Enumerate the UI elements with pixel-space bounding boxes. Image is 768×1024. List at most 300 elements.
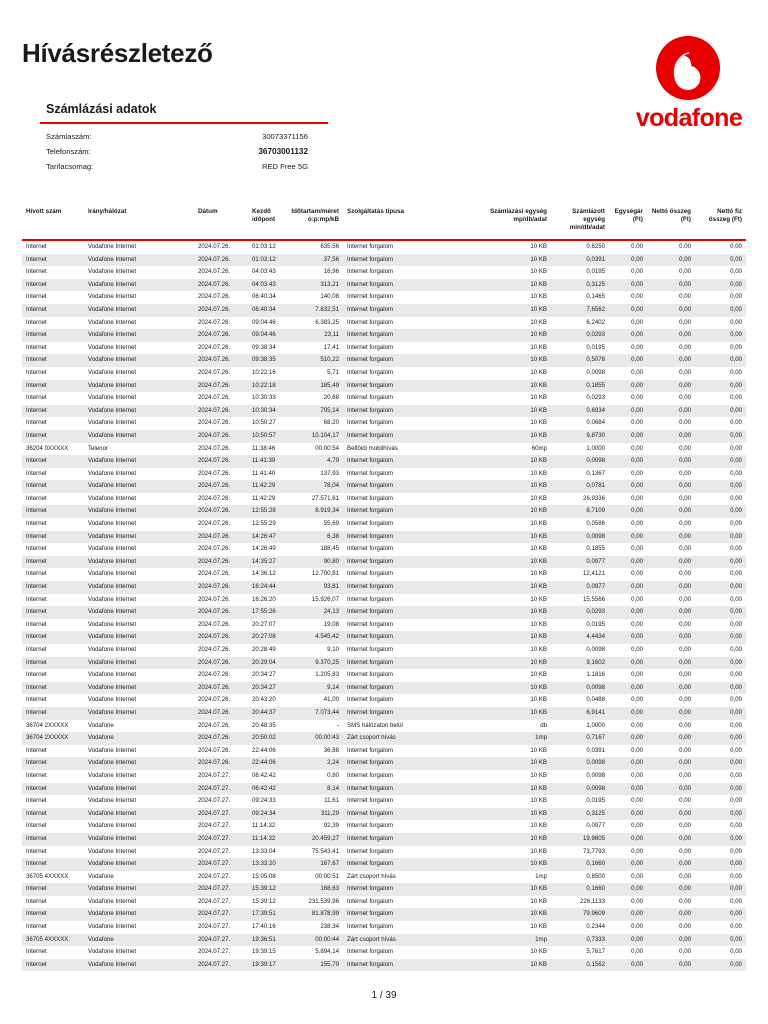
cell-called-number: Internet xyxy=(22,757,84,770)
cell-date: 2024.07.26. xyxy=(194,505,248,518)
cell-unit-price: 0,00 xyxy=(609,959,647,972)
cell-direction-network: Vodafone Internet xyxy=(88,268,137,276)
cell-date: 2024.07.27. xyxy=(198,847,231,855)
cell-billing-unit: 10 KB xyxy=(461,908,551,921)
cell-date: 2024.07.26. xyxy=(194,254,248,267)
cell-billed-units: 0,0195 xyxy=(586,343,605,351)
table-row xyxy=(22,619,746,632)
cell-date: 2024.07.26. xyxy=(194,606,248,619)
cell-date: 2024.07.26. xyxy=(194,430,248,443)
cell-billed-units: 0,1367 xyxy=(586,469,605,477)
cell-called-number: Internet xyxy=(26,847,47,855)
cell-direction-network: Vodafone xyxy=(88,721,114,729)
cell-date: 2024.07.26. xyxy=(198,469,231,477)
cell-direction-network: Vodafone Internet xyxy=(84,783,194,796)
cell-billing-unit: 10 KB xyxy=(530,318,547,326)
cell-service-type: Internet forgalom xyxy=(343,531,461,544)
table-row xyxy=(22,480,746,493)
cell-net-amount: 0,00 xyxy=(679,545,691,553)
table-row xyxy=(22,959,746,972)
cell-unit-price: 0,00 xyxy=(631,293,643,301)
cell-called-number: Internet xyxy=(22,354,84,367)
cell-billed-units: 79,9609 xyxy=(551,908,609,921)
cell-net-amount: 0,00 xyxy=(647,405,695,418)
cell-net-amount: 0,00 xyxy=(647,783,695,796)
cell-start-time: 22:44:06 xyxy=(248,757,281,770)
cell-billing-unit: 10 KB xyxy=(461,304,551,317)
cell-billing-unit: 10 KB xyxy=(530,394,547,402)
table-row xyxy=(22,858,746,871)
cell-duration-size: 17,41 xyxy=(323,343,339,351)
cell-service-type: Internet forgalom xyxy=(347,520,394,528)
cell-direction-network: Vodafone Internet xyxy=(88,368,137,376)
cell-direction-network: Vodafone Internet xyxy=(88,746,137,754)
cell-billed-units: 0,0098 xyxy=(586,771,605,779)
cell-called-number: Internet xyxy=(26,923,47,931)
cell-called-number: Internet xyxy=(22,505,84,518)
cell-net-payable-amount: 0,00 xyxy=(730,444,742,452)
cell-date: 2024.07.26. xyxy=(198,520,231,528)
cell-start-time: 20:28:49 xyxy=(252,646,276,653)
cell-net-payable-amount: 0,00 xyxy=(730,419,742,427)
cell-start-time: 14:26:49 xyxy=(252,545,276,553)
cell-service-type: Internet forgalom xyxy=(343,581,461,594)
cell-called-number: Internet xyxy=(22,682,84,695)
cell-net-amount: 0,00 xyxy=(679,620,691,628)
cell-duration-size: 11,61 xyxy=(324,797,339,805)
table-row xyxy=(22,304,746,317)
table-row xyxy=(22,543,746,556)
table-row xyxy=(22,745,746,758)
cell-net-amount: 0,00 xyxy=(647,682,695,695)
cell-unit-price: 0,00 xyxy=(631,620,643,628)
cell-date: 2024.07.26. xyxy=(198,343,231,351)
cell-direction-network: Vodafone Internet xyxy=(84,480,194,493)
cell-duration-size: 00:00:54 xyxy=(315,444,339,452)
cell-start-time: 22:44:06 xyxy=(252,746,276,754)
cell-duration-size: 238,34 xyxy=(320,923,339,931)
cell-duration-size: 20,68 xyxy=(323,394,339,402)
cell-duration-size: 185,49 xyxy=(281,380,343,393)
cell-duration-size: 4,79 xyxy=(281,455,343,468)
cell-billed-units: 0,0391 xyxy=(586,746,605,754)
cell-billed-units: 0,6934 xyxy=(551,405,609,418)
cell-billed-units: 26,9336 xyxy=(582,494,605,502)
cell-unit-price: 0,00 xyxy=(631,545,643,553)
column-header-net-payable-amount: Nettó fiz összeg (Ft) xyxy=(708,208,742,223)
table-row xyxy=(22,908,746,921)
cell-duration-size: 4.545,42 xyxy=(281,631,343,644)
cell-date: 2024.07.26. xyxy=(198,243,231,250)
cell-called-number: Internet xyxy=(26,595,47,603)
table-row xyxy=(22,644,746,657)
cell-net-amount: 0,00 xyxy=(647,329,695,342)
cell-duration-size: 93,81 xyxy=(281,581,343,594)
cell-net-payable-amount: 0,00 xyxy=(695,254,746,267)
cell-direction-network: Telenor xyxy=(88,444,108,452)
cell-net-payable-amount: 0,00 xyxy=(695,808,746,821)
cell-called-number: Internet xyxy=(26,948,47,956)
cell-start-time: 15:05:08 xyxy=(252,872,276,880)
column-header-direction-network: Irány/hálózat xyxy=(88,208,127,215)
cell-net-amount: 0,00 xyxy=(647,757,695,770)
table-row xyxy=(22,342,746,355)
cell-called-number: Internet xyxy=(26,293,47,301)
cell-duration-size: 90,80 xyxy=(281,556,343,569)
cell-net-payable-amount: 0,00 xyxy=(695,279,746,292)
table-row xyxy=(22,455,746,468)
cell-called-number: Internet xyxy=(22,858,84,871)
cell-duration-size: 92,39 xyxy=(323,822,339,830)
cell-start-time: 19:39:17 xyxy=(248,959,281,972)
table-row xyxy=(22,279,746,292)
cell-duration-size: 68,20 xyxy=(323,419,339,427)
table-row xyxy=(22,669,746,682)
cell-start-time: 20:44:37 xyxy=(248,707,281,720)
cell-billing-unit: 10 KB xyxy=(461,707,551,720)
cell-called-number: Internet xyxy=(26,469,47,477)
cell-billing-unit: db xyxy=(540,721,547,729)
cell-duration-size: 8,14 xyxy=(281,783,343,796)
cell-net-payable-amount: 0,00 xyxy=(695,883,746,896)
cell-billed-units: 226,1133 xyxy=(580,897,605,905)
cell-duration-size: 510,22 xyxy=(281,354,343,367)
table-row xyxy=(22,896,746,909)
cell-net-amount: 0,00 xyxy=(647,380,695,393)
cell-duration-size: 00:00:44 xyxy=(281,934,343,947)
cell-called-number: Internet xyxy=(22,279,84,292)
cell-service-type: Internet forgalom xyxy=(343,455,461,468)
cell-billing-unit: 10 KB xyxy=(530,368,547,376)
cell-duration-size: 2,24 xyxy=(281,757,343,770)
cell-start-time: 10:50:27 xyxy=(252,419,276,427)
cell-start-time: 09:24:33 xyxy=(252,797,276,805)
cell-billing-unit: 10 KB xyxy=(530,293,547,301)
cell-service-type: Internet forgalom xyxy=(347,293,394,301)
cell-called-number: Internet xyxy=(22,254,84,267)
cell-billing-unit: 10 KB xyxy=(530,671,547,679)
table-row xyxy=(22,934,746,947)
table-row xyxy=(22,732,746,745)
table-row xyxy=(22,254,746,267)
cell-duration-size: 705,14 xyxy=(281,405,343,418)
cell-direction-network: Vodafone Internet xyxy=(84,254,194,267)
table-row xyxy=(22,581,746,594)
cell-service-type: Internet forgalom xyxy=(343,808,461,821)
cell-duration-size: 27.571,61 xyxy=(311,494,339,502)
cell-direction-network: Vodafone Internet xyxy=(88,243,137,250)
cell-billing-unit: 10 KB xyxy=(461,631,551,644)
table-row xyxy=(22,631,746,644)
cell-billing-unit: 10 KB xyxy=(461,858,551,871)
cell-direction-network: Vodafone Internet xyxy=(84,380,194,393)
cell-date: 2024.07.26. xyxy=(194,581,248,594)
table-row xyxy=(22,443,746,456)
cell-billing-unit: 10 KB xyxy=(461,380,551,393)
cell-net-payable-amount: 0,00 xyxy=(730,923,742,931)
cell-net-payable-amount: 0,00 xyxy=(730,494,742,502)
cell-date: 2024.07.26. xyxy=(194,380,248,393)
cell-unit-price: 0,00 xyxy=(631,771,643,779)
billing-label: Telefonszám: xyxy=(46,147,91,156)
cell-net-amount: 0,00 xyxy=(679,923,691,931)
cell-date: 2024.07.27. xyxy=(198,822,231,830)
cell-net-amount: 0,00 xyxy=(679,746,691,754)
cell-net-amount: 0,00 xyxy=(647,908,695,921)
cell-called-number: Internet xyxy=(22,606,84,619)
cell-direction-network: Vodafone Internet xyxy=(84,682,194,695)
cell-direction-network: Vodafone Internet xyxy=(84,455,194,468)
cell-direction-network: Vodafone Internet xyxy=(88,545,137,553)
cell-unit-price: 0,00 xyxy=(631,469,643,477)
cell-billing-unit: 10 KB xyxy=(461,430,551,443)
cell-net-payable-amount: 0,00 xyxy=(730,293,742,301)
cell-net-payable-amount: 0,00 xyxy=(695,707,746,720)
cell-service-type: Internet forgalom xyxy=(347,545,394,553)
cell-service-type: Internet forgalom xyxy=(347,494,394,502)
cell-start-time: 10:22:18 xyxy=(248,380,281,393)
cell-start-time: 20:29:04 xyxy=(248,657,281,670)
cell-unit-price: 0,00 xyxy=(631,368,643,376)
cell-net-payable-amount: 0,00 xyxy=(730,268,742,276)
cell-duration-size: 231.539,96 xyxy=(308,897,339,905)
cell-called-number: Internet xyxy=(26,419,47,427)
cell-called-number: Internet xyxy=(22,304,84,317)
cell-service-type: Internet forgalom xyxy=(347,595,394,603)
cell-billed-units: 0,0098 xyxy=(586,368,605,376)
cell-direction-network: Vodafone Internet xyxy=(84,757,194,770)
cell-duration-size: 00:00:43 xyxy=(281,732,343,745)
cell-duration-size: 7.832,51 xyxy=(281,304,343,317)
cell-start-time: 15:39:12 xyxy=(248,883,281,896)
cell-called-number: Internet xyxy=(22,808,84,821)
cell-net-payable-amount: 0,00 xyxy=(730,343,742,351)
cell-called-number: Internet xyxy=(26,646,47,653)
cell-called-number: Internet xyxy=(22,556,84,569)
cell-date: 2024.07.26. xyxy=(198,595,231,603)
cell-unit-price: 0,00 xyxy=(609,556,647,569)
cell-date: 2024.07.27. xyxy=(194,883,248,896)
cell-billing-unit: 10 KB xyxy=(530,268,547,276)
cell-service-type: Internet forgalom xyxy=(343,329,461,342)
cell-net-amount: 0,00 xyxy=(679,419,691,427)
table-row xyxy=(22,417,746,430)
cell-unit-price: 0,00 xyxy=(609,430,647,443)
cell-net-payable-amount: 0,00 xyxy=(730,897,742,905)
cell-billed-units: 0,0977 xyxy=(586,822,605,830)
cell-unit-price: 0,00 xyxy=(631,494,643,502)
cell-billing-unit: 10 KB xyxy=(530,419,547,427)
cell-unit-price: 0,00 xyxy=(631,520,643,528)
cell-service-type: Internet forgalom xyxy=(347,343,394,351)
table-row xyxy=(22,493,746,506)
cell-start-time: 11:41:39 xyxy=(248,455,281,468)
cell-billing-unit: 10 KB xyxy=(461,657,551,670)
cell-direction-network: Vodafone Internet xyxy=(88,696,137,704)
cell-direction-network: Vodafone Internet xyxy=(88,318,137,326)
cell-net-payable-amount: 0,00 xyxy=(695,556,746,569)
cell-duration-size: 23,11 xyxy=(281,329,343,342)
table-row xyxy=(22,468,746,481)
cell-start-time: 14:36:12 xyxy=(252,570,276,578)
cell-billed-units: 0,0098 xyxy=(551,531,609,544)
cell-billing-unit: 10 KB xyxy=(530,822,547,830)
billing-row xyxy=(40,159,328,174)
table-row xyxy=(22,682,746,695)
cell-duration-size: 19,08 xyxy=(323,620,339,628)
cell-called-number: Internet xyxy=(22,430,84,443)
cell-unit-price: 0,00 xyxy=(609,254,647,267)
billing-value: RED Free 5G xyxy=(262,162,308,171)
table-row xyxy=(22,266,746,279)
cell-unit-price: 0,00 xyxy=(631,268,643,276)
cell-billed-units: 7,6562 xyxy=(551,304,609,317)
cell-billing-unit: 10 KB xyxy=(530,343,547,351)
cell-service-type: Internet forgalom xyxy=(347,822,394,830)
cell-direction-network: Vodafone Internet xyxy=(88,570,137,578)
cell-billing-unit: 10 KB xyxy=(530,595,547,603)
cell-net-payable-amount: 0,00 xyxy=(695,959,746,972)
cell-direction-network: Vodafone xyxy=(88,872,114,880)
cell-net-amount: 0,00 xyxy=(647,732,695,745)
cell-net-amount: 0,00 xyxy=(647,354,695,367)
cell-start-time: 11:14:32 xyxy=(252,822,276,830)
cell-duration-size: 10.104,17 xyxy=(281,430,343,443)
cell-billed-units: 0,1855 xyxy=(586,545,605,553)
cell-date: 2024.07.26. xyxy=(194,480,248,493)
cell-date: 2024.07.26. xyxy=(194,405,248,418)
table-row xyxy=(22,430,746,443)
cell-direction-network: Vodafone Internet xyxy=(84,581,194,594)
cell-service-type: Internet forgalom xyxy=(347,797,394,805)
cell-unit-price: 0,00 xyxy=(609,480,647,493)
cell-billed-units: 0,0293 xyxy=(551,606,609,619)
cell-start-time: 17:40:16 xyxy=(252,923,276,931)
cell-direction-network: Vodafone Internet xyxy=(88,343,137,351)
cell-date: 2024.07.26. xyxy=(198,268,231,276)
cell-start-time: 20:27:08 xyxy=(248,631,281,644)
cell-billing-unit: 10 KB xyxy=(530,771,547,779)
billing-divider xyxy=(40,122,328,124)
cell-direction-network: Vodafone Internet xyxy=(84,329,194,342)
table-row xyxy=(22,505,746,518)
cell-unit-price: 0,00 xyxy=(609,354,647,367)
cell-start-time: 13:33:20 xyxy=(248,858,281,871)
cell-direction-network: Vodafone Internet xyxy=(88,671,137,679)
cell-date: 2024.07.26. xyxy=(194,304,248,317)
vodafone-speechmark-icon xyxy=(656,36,720,100)
cell-start-time: 16:26:20 xyxy=(252,595,276,603)
cell-duration-size: - xyxy=(336,721,339,729)
cell-net-payable-amount: 0,00 xyxy=(730,545,742,553)
cell-date: 2024.07.26. xyxy=(194,279,248,292)
cell-net-amount: 0,00 xyxy=(679,570,691,578)
cell-called-number: Internet xyxy=(22,581,84,594)
table-row xyxy=(22,291,746,304)
cell-net-payable-amount: 0,00 xyxy=(695,455,746,468)
cell-service-type: Internet forgalom xyxy=(343,757,461,770)
cell-service-type: Internet forgalom xyxy=(343,354,461,367)
cell-start-time: 09:24:34 xyxy=(248,808,281,821)
table-row xyxy=(22,657,746,670)
cell-billing-unit: 10 KB xyxy=(530,923,547,931)
cell-service-type: Internet forgalom xyxy=(343,833,461,846)
cell-net-amount: 0,00 xyxy=(679,293,691,301)
cell-net-payable-amount: 0,00 xyxy=(695,657,746,670)
column-header-net-amount: Nettó összeg (Ft) xyxy=(651,208,691,223)
cell-duration-size: 140,08 xyxy=(320,293,339,301)
cell-billed-units: 0,0977 xyxy=(551,556,609,569)
cell-net-amount: 0,00 xyxy=(679,872,691,880)
cell-net-payable-amount: 0,00 xyxy=(730,721,742,729)
cell-unit-price: 0,00 xyxy=(609,757,647,770)
cell-billed-units: 0,3125 xyxy=(551,279,609,292)
cell-net-amount: 0,00 xyxy=(647,581,695,594)
cell-direction-network: Vodafone Internet xyxy=(88,948,137,956)
cell-called-number: Internet xyxy=(26,545,47,553)
cell-start-time: 11:42:29 xyxy=(252,494,276,502)
cell-net-payable-amount: 0,00 xyxy=(730,595,742,603)
cell-billing-unit: 10 KB xyxy=(461,505,551,518)
billing-rows xyxy=(40,129,328,174)
cell-start-time: 01:03:12 xyxy=(248,254,281,267)
cell-service-type: Internet forgalom xyxy=(347,948,394,956)
cell-service-type: Internet forgalom xyxy=(343,606,461,619)
column-header-called-number: Hívott szám xyxy=(26,208,62,215)
table-row xyxy=(22,833,746,846)
cell-billed-units: 6,2402 xyxy=(586,318,605,326)
cell-service-type: Internet forgalom xyxy=(347,671,394,679)
billing-value: 30073371156 xyxy=(262,132,308,141)
cell-net-amount: 0,00 xyxy=(679,847,691,855)
cell-duration-size: 311,29 xyxy=(281,808,343,821)
cell-unit-price: 0,00 xyxy=(609,883,647,896)
cell-net-amount: 0,00 xyxy=(647,455,695,468)
cell-billed-units: 0,1562 xyxy=(551,959,609,972)
cell-net-amount: 0,00 xyxy=(679,721,691,729)
cell-service-type: Internet forgalom xyxy=(343,254,461,267)
cell-billed-units: 9,8730 xyxy=(551,430,609,443)
cell-start-time: 15:39:12 xyxy=(252,897,276,905)
cell-net-amount: 0,00 xyxy=(679,394,691,402)
cell-date: 2024.07.26. xyxy=(198,545,231,553)
cell-date: 2024.07.26. xyxy=(194,757,248,770)
cell-billed-units: 0,0977 xyxy=(551,581,609,594)
cell-unit-price: 0,00 xyxy=(609,380,647,393)
cell-billing-unit: 10 KB xyxy=(461,531,551,544)
cell-service-type: Internet forgalom xyxy=(343,631,461,644)
cell-unit-price: 0,00 xyxy=(631,897,643,905)
cell-billing-unit: 1mp xyxy=(461,934,551,947)
cell-duration-size: 9,14 xyxy=(281,682,343,695)
cell-direction-network: Vodafone Internet xyxy=(84,279,194,292)
cell-service-type: Internet forgalom xyxy=(347,570,394,578)
cell-direction-network: Vodafone Internet xyxy=(88,897,137,905)
cell-direction-network: Vodafone xyxy=(84,732,194,745)
cell-unit-price: 0,00 xyxy=(609,581,647,594)
table-row xyxy=(22,808,746,821)
column-header-billing-unit: Számlázási egység mp/db/adat xyxy=(489,208,547,223)
cell-billing-unit: 10 KB xyxy=(461,279,551,292)
cell-direction-network: Vodafone Internet xyxy=(84,606,194,619)
billing-label: Tarifacsomag: xyxy=(46,162,94,171)
cell-duration-size: 9.370,25 xyxy=(281,657,343,670)
cell-net-amount: 0,00 xyxy=(647,531,695,544)
cell-billing-unit: 10 KB xyxy=(461,354,551,367)
cell-start-time: 10:50:57 xyxy=(248,430,281,443)
cell-unit-price: 0,00 xyxy=(631,746,643,754)
cell-direction-network: Vodafone Internet xyxy=(84,430,194,443)
